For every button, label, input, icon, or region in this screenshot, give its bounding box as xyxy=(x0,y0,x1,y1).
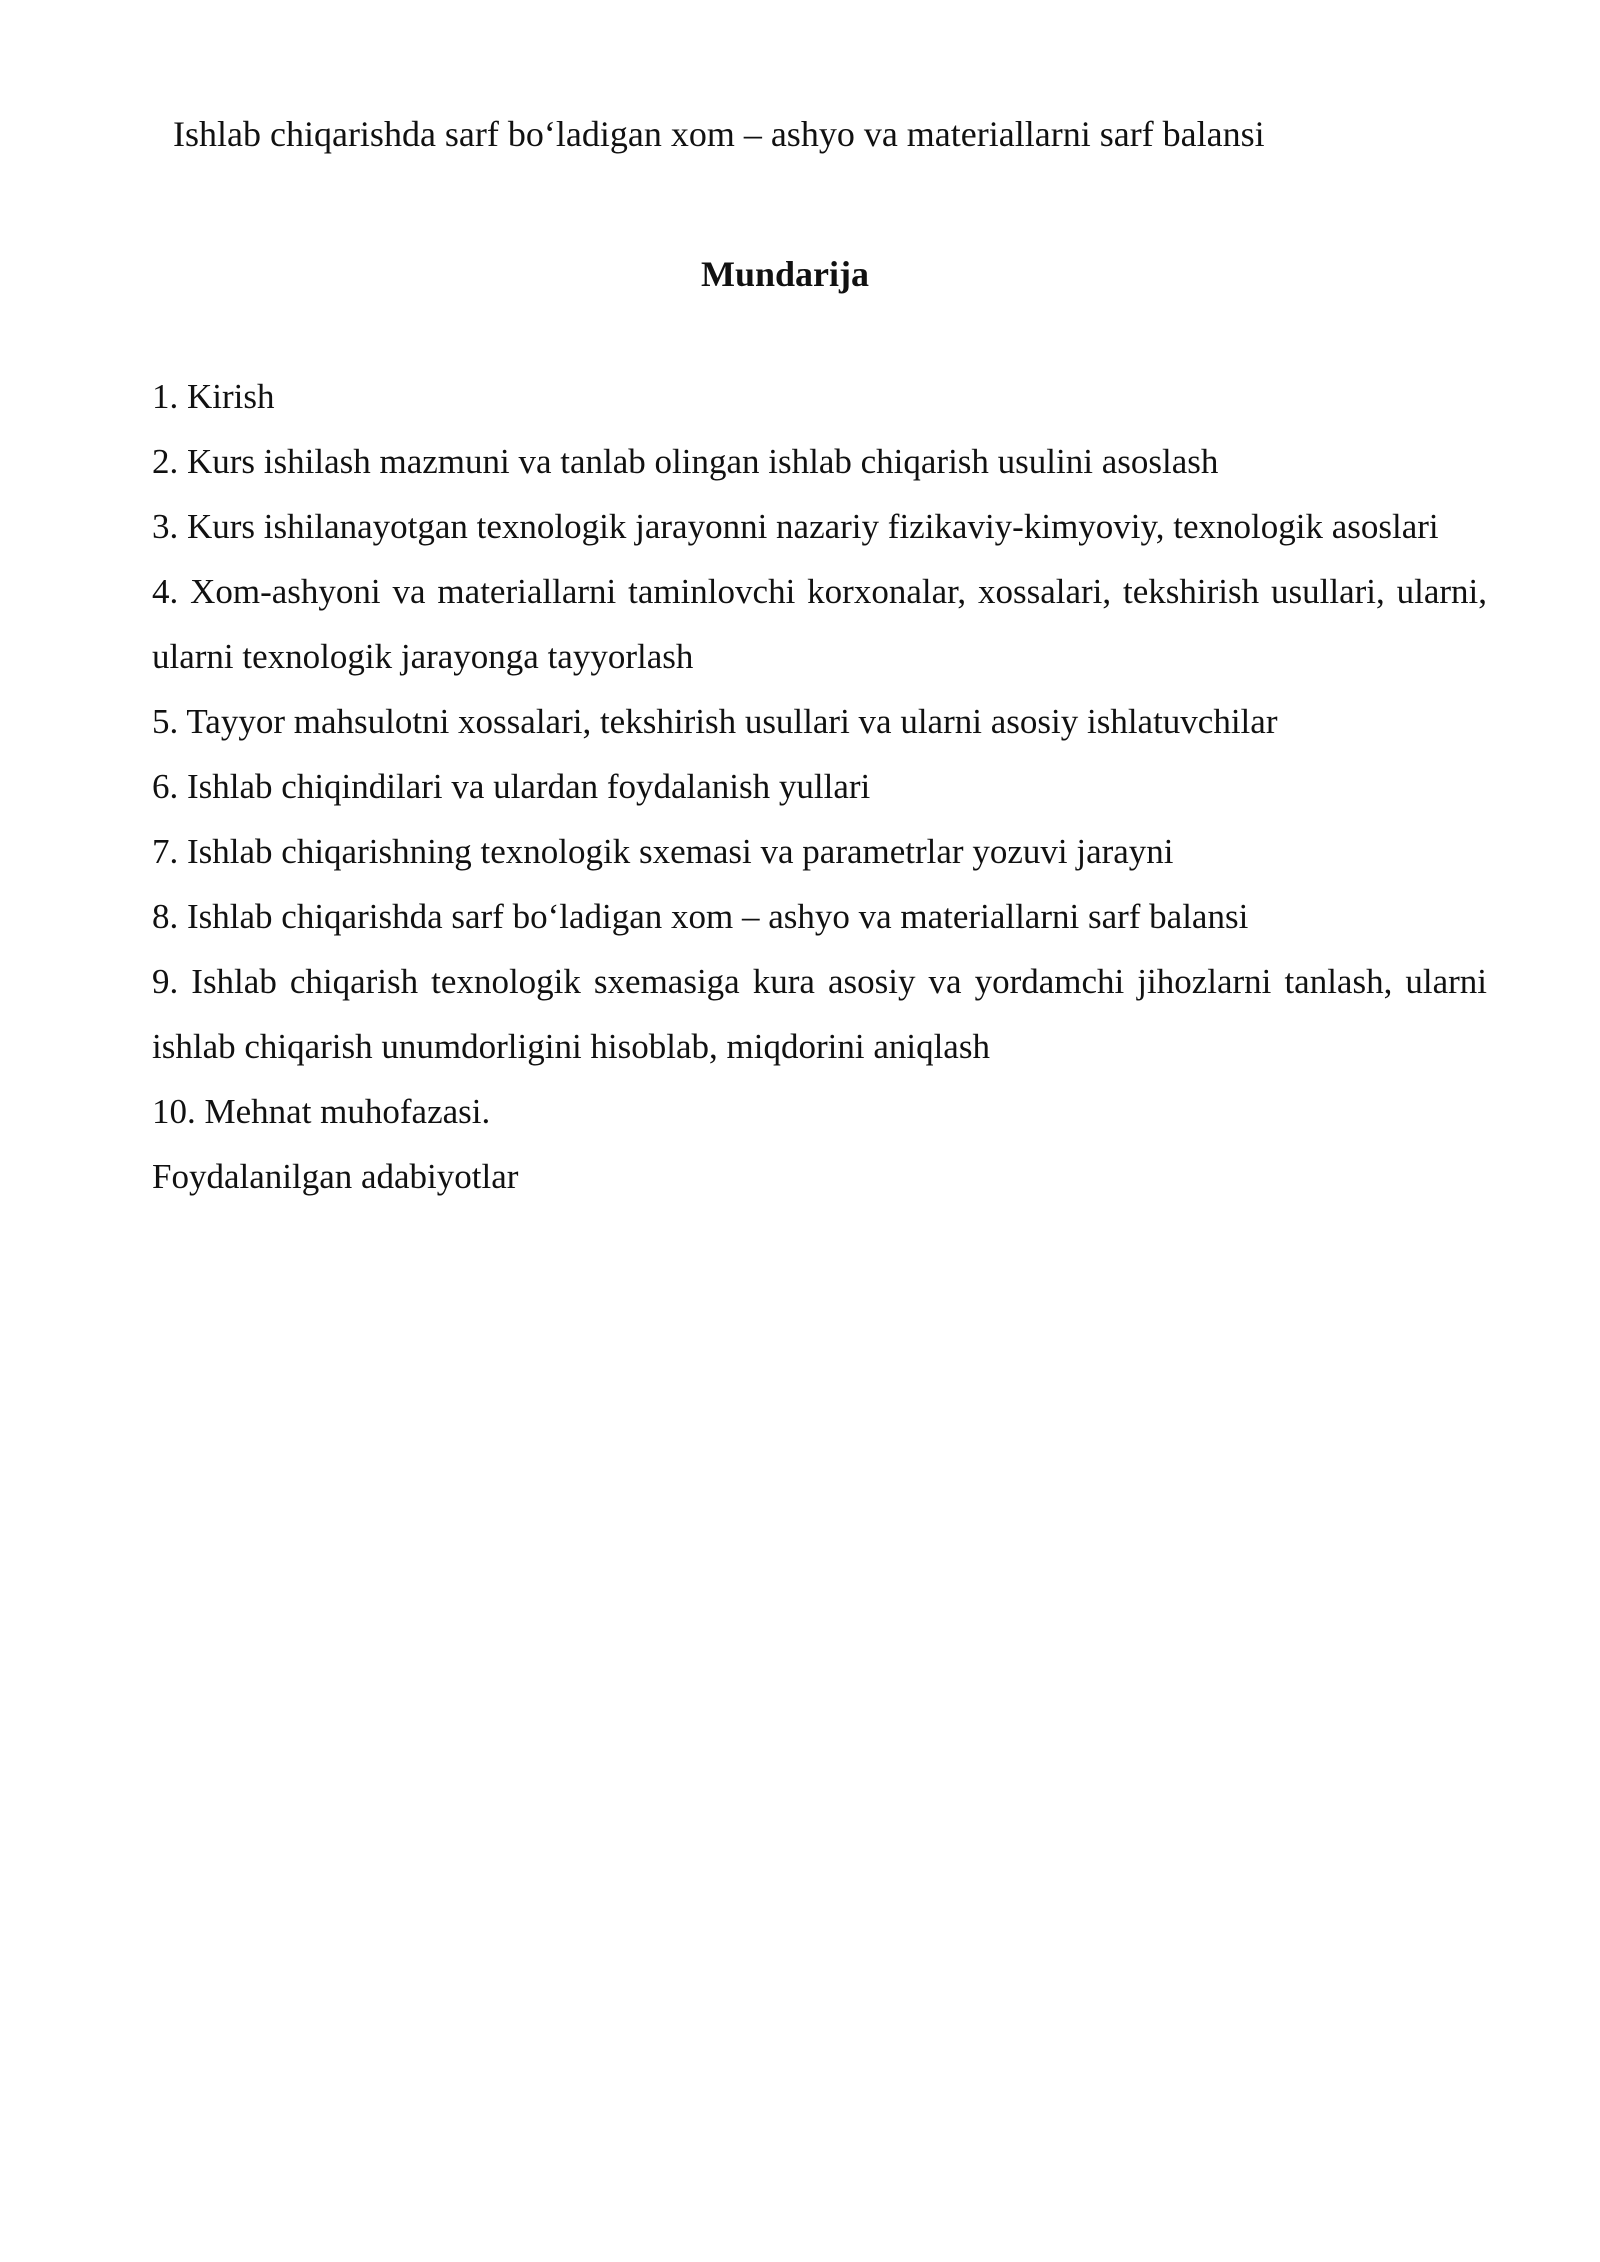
toc-item-equipment-selection: 9. Ishlab chiqarish texnologik sxemasiga kura asosiy va yordamchi jihozlarni tanlash, ularni ishlab chiqarish unumdorligini hisoblab, miqdorini aniqlash xyxy=(152,962,1487,1066)
toc-item-course-content: 2. Kurs ishilash mazmuni va tanlab olingan ishlab chiqarish usulini asoslash xyxy=(152,442,1219,481)
document-header-line: Ishlab chiqarishda sarf bo‘ladigan xom – ashyo va materiallarni sarf balansi xyxy=(173,114,1265,154)
toc-item-introduction: 1. Kirish xyxy=(152,377,275,416)
toc-item-material-balance: 8. Ishlab chiqarishda sarf bo‘ladigan xom – ashyo va materiallarni sarf balansi xyxy=(152,897,1249,936)
toc-item-references: Foydalanilgan adabiyotlar xyxy=(152,1157,519,1196)
toc-item-finished-product: 5. Tayyor mahsulotni xossalari, tekshirish usullari va ularni asosiy ishlatuvchilar xyxy=(152,702,1278,741)
toc-item-technological-scheme: 7. Ishlab chiqarishning texnologik sxemasi va parametrlar yozuvi jarayni xyxy=(152,832,1174,871)
toc-item-raw-materials: 4. Xom-ashyoni va materiallarni taminlovchi korxonalar, xossalari, tekshirish usullari, ularni, ularni texnologik jarayonga tayyorlash xyxy=(152,572,1487,676)
table-of-contents-list xyxy=(152,364,1487,1209)
table-of-contents-title: Mundarija xyxy=(700,254,869,294)
toc-item-theoretical-basis: 3. Kurs ishilanayotgan texnologik jarayonni nazariy fizikaviy-kimyoviy, texnologik asoslari xyxy=(152,507,1439,546)
toc-item-production-waste: 6. Ishlab chiqindilari va ulardan foydalanish yullari xyxy=(152,767,871,806)
toc-item-labor-protection: 10. Mehnat muhofazasi. xyxy=(152,1092,491,1131)
